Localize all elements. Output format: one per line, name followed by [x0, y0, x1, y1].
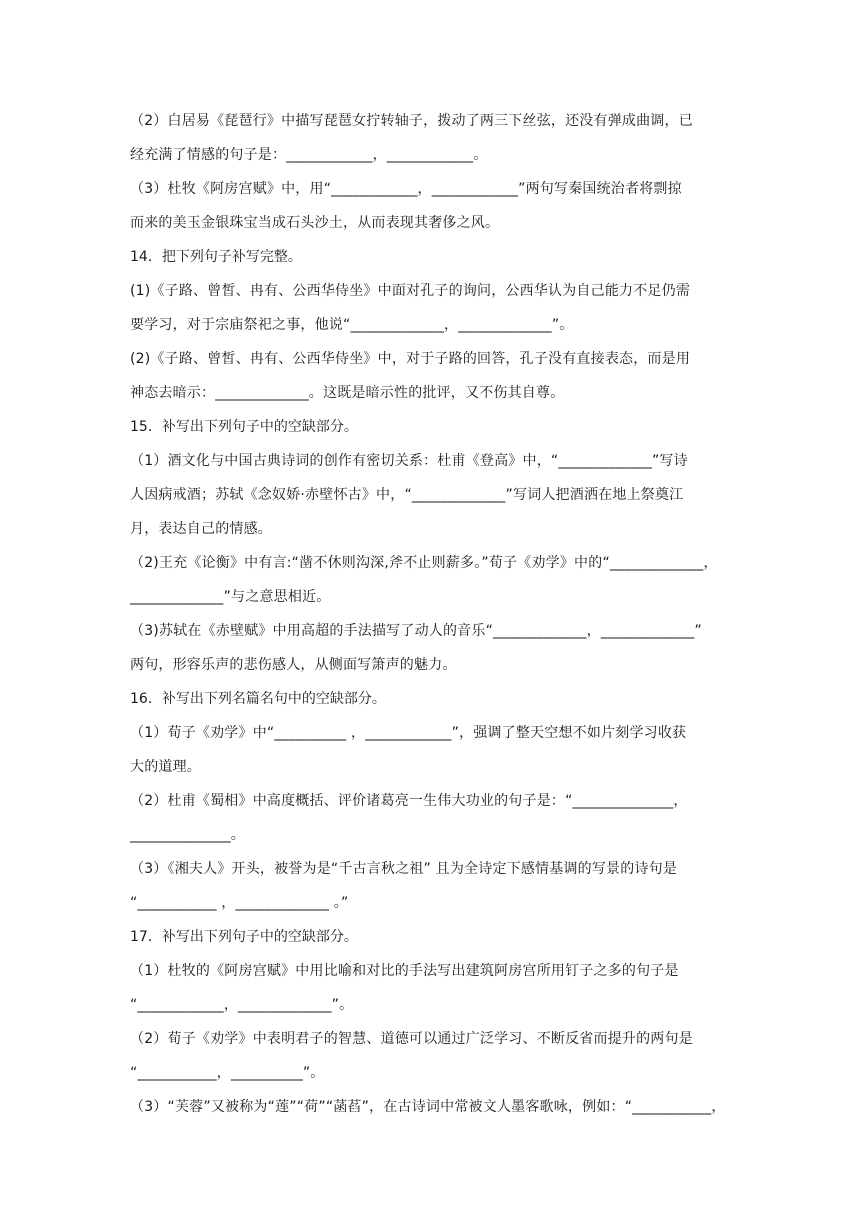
text-line: （2）白居易《琵琶行》中描写琵琶女拧转轴子，拨动了两三下丝弦，还没有弹成曲调，已 — [130, 113, 693, 129]
text-line: (2)《子路、曾皙、冉有、公西华侍坐》中，对于子路的回答，孔子没有直接表态，而是用 — [130, 351, 691, 367]
text-line: _____________”与之意思相近。 — [130, 589, 331, 605]
text-line: （3）杜牧《阿房宫赋》中，用“____________，____________”两句写秦国统治者将剽掠 — [130, 181, 682, 197]
document-page — [130, 104, 734, 1124]
text-line: （2)王充《论衡》中有言:“凿不休则沟深,斧不止则薪多。”荀子《劝学》中的“_____________， — [130, 555, 718, 571]
text-line: (1)《子路、曾皙、冉有、公西华侍坐》中面对孔子的询问，公西华认为自己能力不足仍需 — [130, 283, 691, 299]
text-line: “___________ ，_____________ 。” — [130, 895, 349, 911]
text-line: 神态去暗示：_____________。这既是暗示性的批评，又不伤其自尊。 — [130, 385, 565, 401]
question-15-title: 15．补写出下列句子中的空缺部分。 — [130, 419, 358, 435]
question-14-title: 14．把下列句子补写完整。 — [130, 249, 302, 265]
text-line: 经充满了情感的句子是：____________，____________。 — [130, 147, 488, 163]
text-line: （3）《湘夫人》开头，被誉为是“千古言秋之祖” 且为全诗定下感情基调的写景的诗句是 — [130, 861, 678, 877]
question-17-title: 17．补写出下列句子中的空缺部分。 — [130, 929, 358, 945]
text-line: （2）杜甫《蜀相》中高度概括、评价诸葛亮一生伟大功业的句子是：“______________， — [130, 793, 688, 809]
text-line: （1）酒文化与中国古典诗词的创作有密切关系：杜甫《登高》中，“_____________”写诗 — [130, 453, 688, 469]
text-line: “____________，_____________”。 — [130, 997, 354, 1013]
text-line: （3)苏轼在《赤壁赋》中用高超的手法描写了动人的音乐“_____________，_____________” — [130, 623, 702, 639]
text-line: （1）杜牧的《阿房宫赋》中用比喻和对比的手法写出建筑阿房宫所用钉子之多的句子是 — [130, 963, 679, 979]
text-line: 两句，形容乐声的悲伤感人，从侧面写箫声的魅力。 — [130, 657, 457, 673]
text-line: 大的道理。 — [130, 759, 201, 775]
text-line: 人因病戒酒；苏轼《念奴娇·赤壁怀古》中，“_____________”写词人把酒洒在地上祭奠江 — [130, 487, 684, 503]
question-16-title: 16．补写出下列名篇名句中的空缺部分。 — [130, 691, 386, 707]
text-line: 月，表达自己的情感。 — [130, 521, 272, 537]
text-line: （3）“芙蓉”又被称为“莲”“荷”“菡萏”，在古诗词中常被文人墨客歌咏，例如：“___________， — [130, 1099, 726, 1115]
text-line: （1）荀子《劝学》中“__________ ，____________”，强调了整天空想不如片刻学习收获 — [130, 725, 687, 741]
text-line: 要学习，对于宗庙祭祀之事，他说“_____________，_____________”。 — [130, 317, 574, 333]
text-line: ______________。 — [130, 827, 245, 843]
text-line: （2）荀子《劝学》中表明君子的智慧、道德可以通过广泛学习、不断反省而提升的两句是 — [130, 1031, 693, 1047]
text-line: 而来的美玉金银珠宝当成石头沙土，从而表现其奢侈之风。 — [130, 215, 500, 231]
text-line: “___________，__________”。 — [130, 1065, 325, 1081]
